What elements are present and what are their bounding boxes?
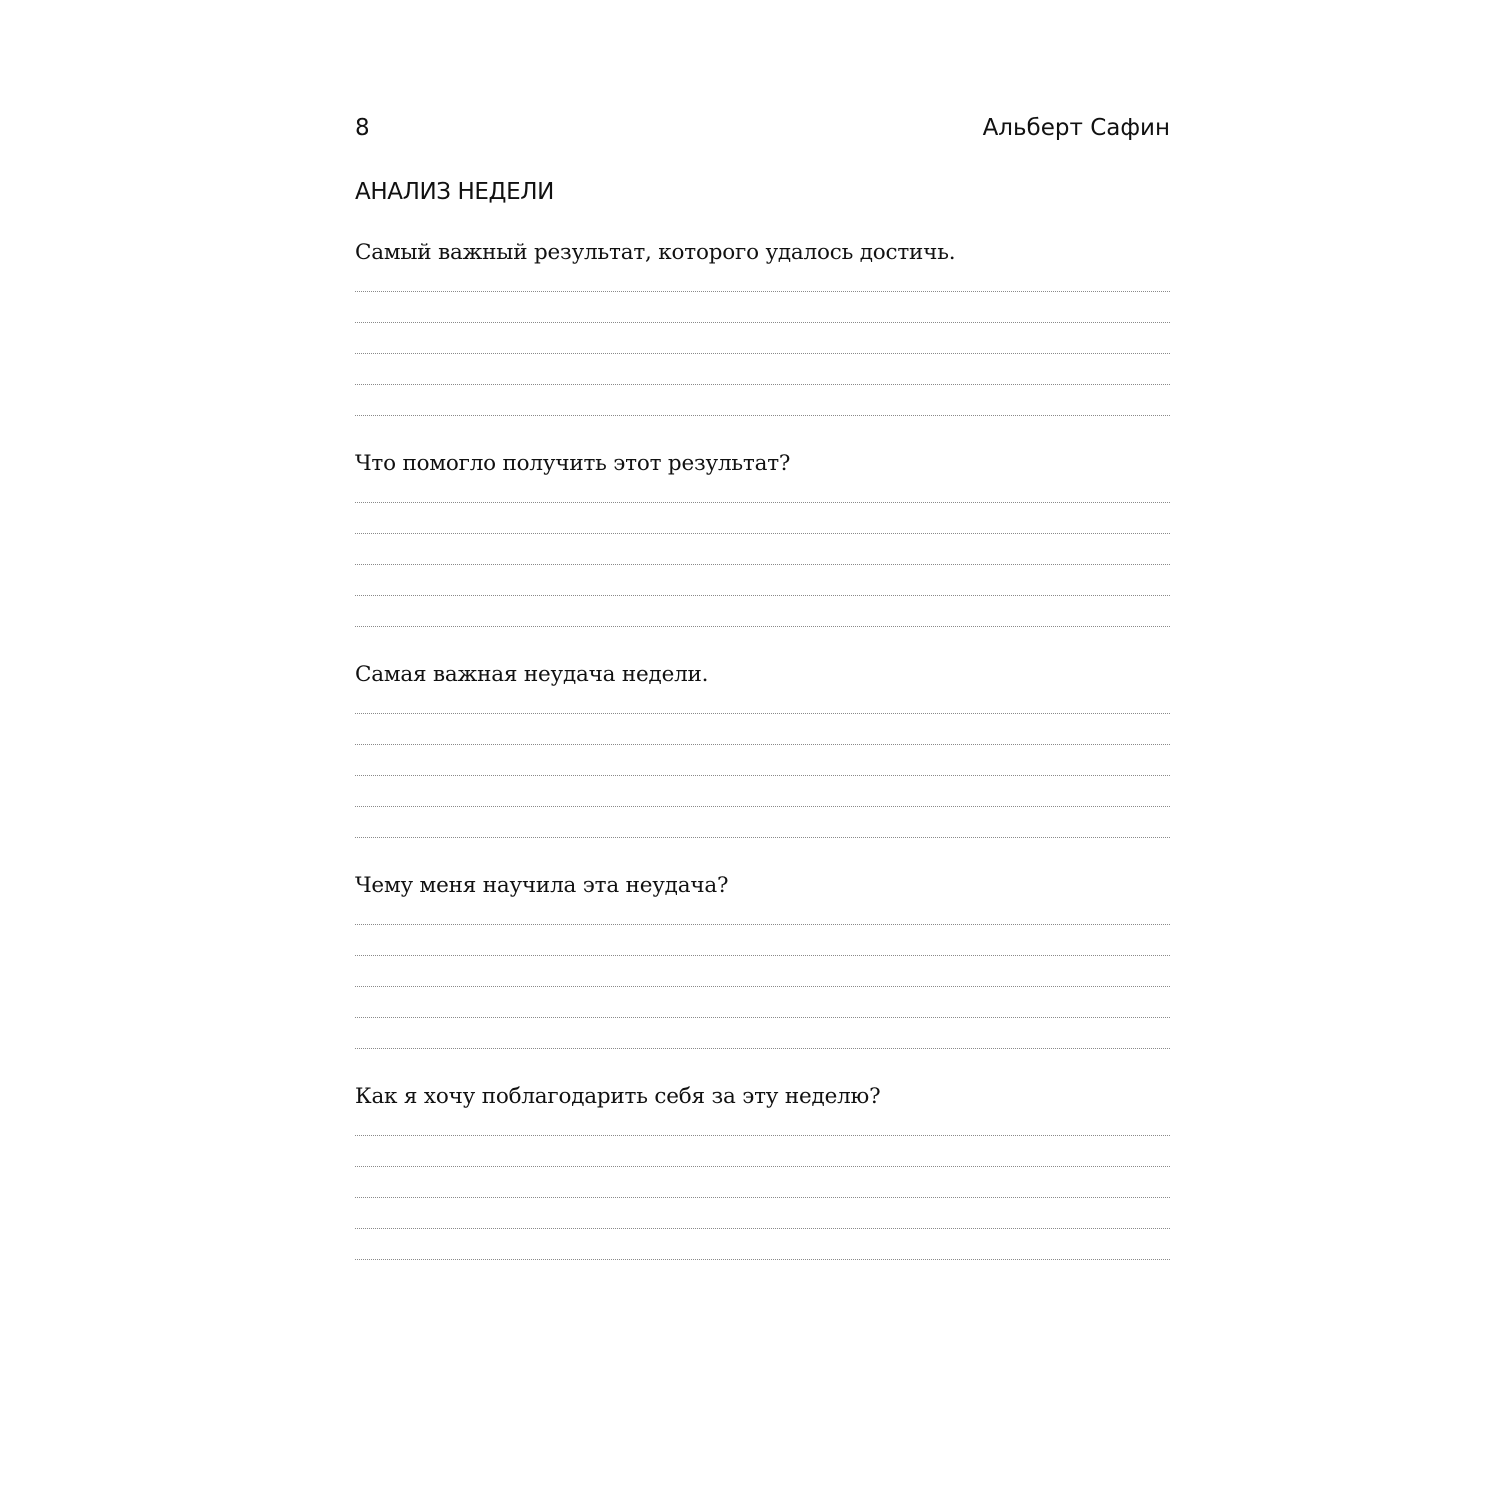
question-text: Самый важный результат, которого удалось достичь.: [355, 240, 956, 265]
page: [355, 0, 1170, 1500]
question-text: Как я хочу поблагодарить себя за эту неделю?: [355, 1084, 881, 1109]
answer-line[interactable]: [355, 595, 1170, 596]
answer-line[interactable]: [355, 986, 1170, 987]
answer-line[interactable]: [355, 924, 1170, 925]
page-number: 8: [355, 115, 370, 141]
answer-line[interactable]: [355, 533, 1170, 534]
answer-line[interactable]: [355, 837, 1170, 838]
answer-line[interactable]: [355, 775, 1170, 776]
answer-line[interactable]: [355, 713, 1170, 714]
answer-line[interactable]: [355, 955, 1170, 956]
answer-line[interactable]: [355, 415, 1170, 416]
answer-line[interactable]: [355, 1197, 1170, 1198]
answer-line[interactable]: [355, 502, 1170, 503]
page-header: [355, 112, 1170, 144]
question-text: Чему меня научила эта неудача?: [355, 873, 729, 898]
answer-line[interactable]: [355, 322, 1170, 323]
answer-line[interactable]: [355, 1135, 1170, 1136]
answer-line[interactable]: [355, 384, 1170, 385]
answer-line[interactable]: [355, 1166, 1170, 1167]
author-name: Альберт Сафин: [982, 115, 1170, 141]
answer-line[interactable]: [355, 744, 1170, 745]
section-title: АНАЛИЗ НЕДЕЛИ: [355, 179, 554, 205]
question-text: Самая важная неудача недели.: [355, 662, 709, 687]
answer-line[interactable]: [355, 353, 1170, 354]
answer-line[interactable]: [355, 1048, 1170, 1049]
answer-line[interactable]: [355, 291, 1170, 292]
answer-line[interactable]: [355, 1228, 1170, 1229]
answer-line[interactable]: [355, 626, 1170, 627]
answer-line[interactable]: [355, 564, 1170, 565]
question-text: Что помогло получить этот результат?: [355, 451, 791, 476]
answer-line[interactable]: [355, 1017, 1170, 1018]
answer-line[interactable]: [355, 1259, 1170, 1260]
answer-line[interactable]: [355, 806, 1170, 807]
